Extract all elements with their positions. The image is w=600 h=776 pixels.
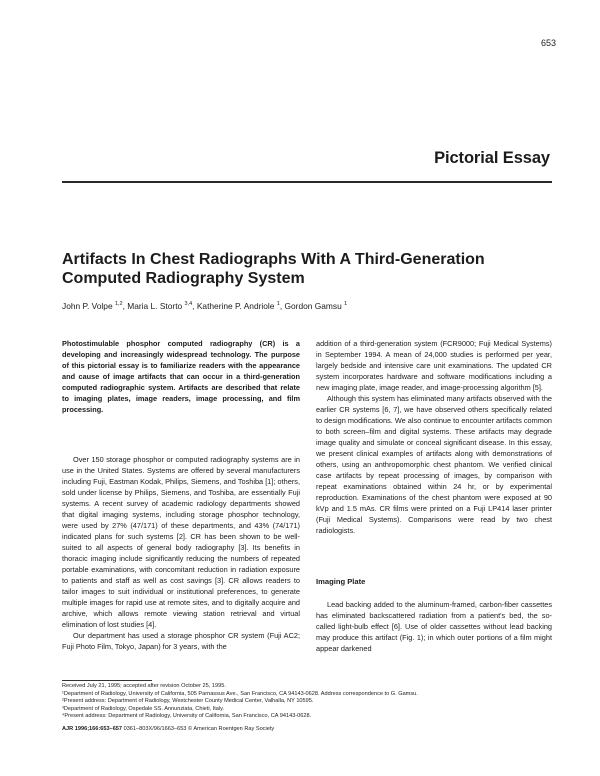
footnote-affiliation-3: ³Department of Radiology, Ospedale SS. Annunziata, Chieti, Italy. bbox=[62, 705, 225, 712]
journal-citation bbox=[62, 726, 274, 732]
author-affiliation: 1,2 bbox=[114, 301, 123, 308]
abstract bbox=[62, 338, 300, 415]
footnote-affiliation-4: ⁴Present address: Department of Radiology, University of California, San Francisco, CA 94143-0628. bbox=[62, 713, 312, 720]
journal-citation-bold: AJR 1996;166:653–657 bbox=[62, 726, 123, 732]
download-watermark-note bbox=[0, 0, 4, 690]
author-name: Maria L. Storto bbox=[127, 301, 183, 311]
section-label: Pictorial Essay bbox=[434, 149, 550, 167]
author-name: John P. Volpe bbox=[62, 301, 113, 311]
right-column-body-continued bbox=[316, 599, 552, 654]
author-affiliation: 3,4 bbox=[184, 301, 193, 308]
journal-citation-rest: 0361–803X/96/1663–653 © American Roentgen Ray Society bbox=[122, 726, 275, 732]
author-line: John P. Volpe $^{1,2}$, Maria L. Storto $^{3,4}$, Katherine P. Andriole $^1$, Gordon Gamsu $^1$ bbox=[62, 301, 348, 311]
author-affiliation: 1 bbox=[276, 301, 280, 308]
body-paragraph: Although this system has eliminated many artifacts observed with the earlier CR systems [6, 7], we have observed others specifically related to design modifications. We also continue to encounter artifacts common to both screen–film and digital systems. These artifacts may degrade image quality and simulate or conceal significant disease. In this essay, we present clinical examples of artifacts along with demonstrations of others, using an anthropomorphic chest phantom. We verified clinical case artifacts by repeat processing of images, by comparison with repeat examinations obtained within 24 hr, or by experimental reproduction. Examinations of the chest phantom were exposed at 90 kVp and 1.5 mAs. CR films were printed on a Fuji LP414 laser printer (Fuji Medical Systems). Comparisons were read by two chest radiologists. bbox=[316, 394, 552, 535]
abstract-text: Photostimulable phosphor computed radiography (CR) is a developing and increasingly widespread technology. The purpose of this pictorial essay is to familiarize readers with the appearance and cause of image artifacts that can occur in a third-generation computed radiographic system. Artifacts are described that relate to imaging plates, image readers, image processing, and film processing. bbox=[62, 339, 300, 414]
right-column-body bbox=[316, 338, 552, 536]
body-paragraph: Our department has used a storage phosphor CR system (Fuji AC2; Fuji Photo Film, Tokyo, Japan) for 3 years, with the bbox=[62, 631, 300, 651]
header-rule bbox=[62, 181, 552, 183]
body-paragraph: addition of a third-generation system (FCR9000; Fuji Medical Systems) in September 1994. A mean of 24,000 studies is performed per year, largely bedside and intensive care unit examinations. The updated CR system incorporates hardware and software modifications including a new imaging plate, image reader, and image-processing algorithm [5]. bbox=[316, 339, 552, 392]
section-heading-imaging-plate: Imaging Plate bbox=[316, 577, 366, 586]
page-number: 653 bbox=[540, 38, 556, 48]
body-paragraph: Over 150 storage phosphor or computed radiography systems are in use in the United States. Systems are offered by several manufacturers including Fuji, Eastman Kodak, Philips, Siemens, and Toshiba [1]; others, sold under license by Philips, Siemens, and Toshiba, are essentially Fuji systems. A recent survey of academic radiology departments showed that digital imaging systems, including storage phosphor technology, were used by 27% (47/171) of these departments, and 43% (74/171) indicated plans for such systems [2]. CR has been shown to be well-suited to all aspects of general body radiography [3]. Its benefits in thoracic imaging include significantly reducing the numbers of repeated portable examinations, with concomitant reduction in radiation exposure to patients and staff as well as cost savings [3]. CR allows readers to tailor images to suit individual or institutional preferences, to generate multiple images for rapid use at remote sites, and to digitally acquire and archive, which allows remote viewing station retrieval and virtual elimination of lost studies [4]. bbox=[62, 455, 300, 629]
body-paragraph: Lead backing added to the aluminum-framed, carbon-fiber cassettes has eliminated backscattered radiation from a patient's bed, the so-called light-bulb effect [6]. Use of older cassettes without lead backing may produce this artifact (Fig. 1); in which outer portions of a film might appear darkened bbox=[316, 600, 552, 653]
footnote-affiliation-1: ¹Department of Radiology, University of California, 505 Parnassus Ave., San Francisco, CA 94143-0628. Address correspondence to G. Gamsu. bbox=[62, 690, 418, 697]
footnote-received: Received July 21, 1995; accepted after revision October 25, 1995. bbox=[62, 683, 226, 689]
author-name: Gordon Gamsu bbox=[284, 301, 342, 311]
article-title: Artifacts In Chest Radiographs With A Third-Generation Computed Radiography System bbox=[62, 251, 485, 287]
author-affiliation: 1 bbox=[344, 301, 348, 308]
footnote-rule bbox=[62, 680, 152, 681]
footnotes bbox=[62, 683, 562, 721]
left-column-body bbox=[62, 454, 300, 652]
footnote-affiliation-2: ²Present address: Department of Radiology, Westchester County Medical Center, Valhalla, NY 10595. bbox=[62, 698, 314, 705]
author-name: Katherine P. Andriole bbox=[196, 301, 275, 311]
